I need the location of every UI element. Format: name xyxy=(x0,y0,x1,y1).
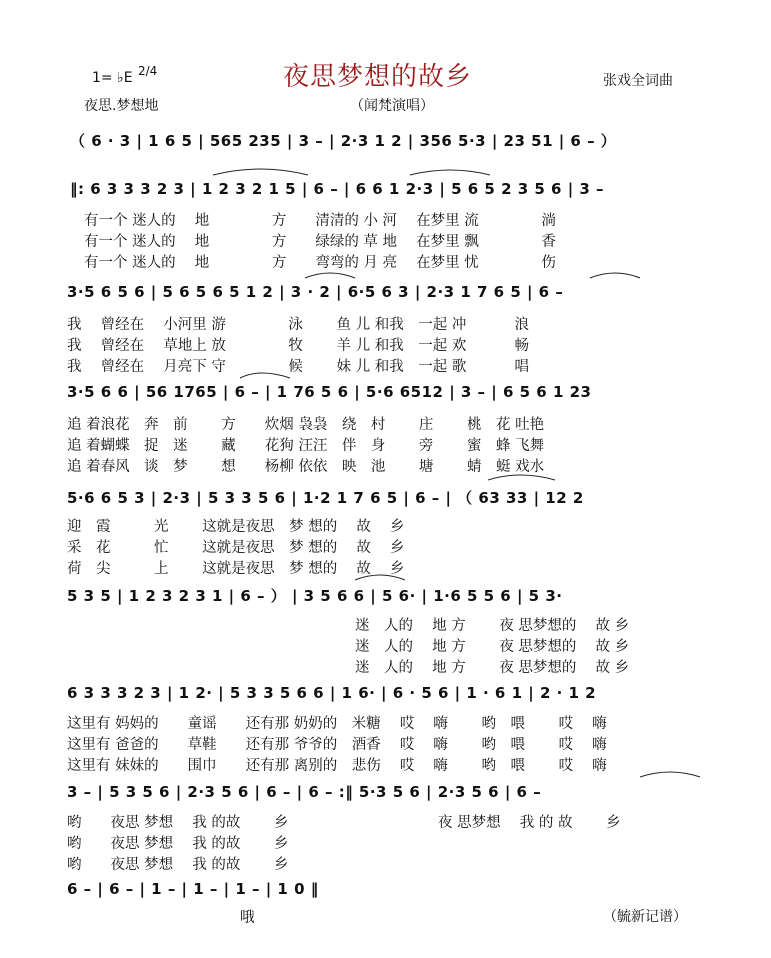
system-1-notes: ‖: 6 3 3 3 2 3 | 1 2 3 2 1 5 | 6 – | 6 6 1 2·3 | 5 6 5 2 3 5 6 | 3 – xyxy=(70,180,605,198)
slur-arc xyxy=(410,170,490,175)
system-6-lyric-1: 这里有 妈妈的 童谣 还有那 奶奶的 米糖 哎 嗨 哟 喂 哎 嗨 xyxy=(67,716,607,732)
system-1-lyric-3: 有一个 迷人的 地 方 弯弯的 月 亮 在梦里 忧 伤 xyxy=(84,255,556,271)
system-7-lyric-3: 哟 夜思 梦想 我 的故 乡 xyxy=(67,857,289,873)
system-6-lyric-2: 这里有 爸爸的 草鞋 还有那 爷爷的 酒香 哎 嗨 哟 喂 哎 嗨 xyxy=(67,737,607,753)
system-5-lyric-3: 迷 人的 地 方 夜 思梦想的 故 乡 xyxy=(355,660,630,676)
slur-arc xyxy=(590,273,640,278)
slur-arc xyxy=(640,772,700,777)
system-2-lyric-1: 我 曾经在 小河里 游 泳 鱼 儿 和我 一起 冲 浪 xyxy=(67,317,529,333)
system-8-notes: 6 – | 6 – | 1 – | 1 – | 1 – | 1 0 ‖ xyxy=(67,880,319,898)
system-4-lyric-1: 迎 霞 光 这就是夜思 梦 想的 故 乡 xyxy=(67,519,405,535)
tempo-note: 夜思.梦想地 xyxy=(84,98,159,114)
system-4-notes: 5·6 6 5 3 | 2·3 | 5 3 3 5 6 | 1·2 1 7 6 5 | 6 – | （ 63 33 | 12 2 xyxy=(67,489,584,507)
system-2-lyric-3: 我 曾经在 月亮下 守 候 妹 儿 和我 一起 歌 唱 xyxy=(67,359,529,375)
system-4-lyric-3: 荷 尖 上 这就是夜思 梦 想的 故 乡 xyxy=(67,561,405,577)
time-signature: 2/4 xyxy=(138,64,158,78)
system-2-lyric-2: 我 曾经在 草地上 放 牧 羊 儿 和我 一起 欢 畅 xyxy=(67,338,529,354)
author-credit: 张戏全词曲 xyxy=(603,73,673,89)
system-6-notes: 6 3 3 3 2 3 | 1 2· | 5 3 3 5 6 6 | 1 6· | 6 · 5 6 | 1 · 6 1 | 2 · 1 2 xyxy=(67,684,597,702)
song-title: 夜思梦想的故乡 xyxy=(283,62,473,92)
system-8-lyric-1: 哦 xyxy=(240,910,255,926)
system-3-notes: 3·5 6 6 | 56 1765 | 6 – | 1 76 5 6 | 5·6 6512 | 3 – | 6 5 6 1 23 xyxy=(67,383,592,401)
slur-arc xyxy=(355,575,405,580)
system-2-notes: 3·5 6 5 6 | 5 6 5 6 5 1 2 | 3 · 2 | 6·5 6 3 | 2·3 1 7 6 5 | 6 – xyxy=(67,283,564,301)
system-1-lyric-2: 有一个 迷人的 地 方 绿绿的 草 地 在梦里 飘 香 xyxy=(84,234,556,250)
system-5-lyric-2: 迷 人的 地 方 夜 思梦想的 故 乡 xyxy=(355,639,630,655)
slur-arc xyxy=(213,169,308,175)
system-3-lyric-2: 追 着蝴蝶 捉 迷 藏 花狗 汪汪 伴 身 旁 蜜 蜂 飞舞 xyxy=(67,438,545,454)
system-5-lyric-1: 迷 人的 地 方 夜 思梦想的 故 乡 xyxy=(355,618,630,634)
system-6-lyric-3: 这里有 妹妹的 围巾 还有那 离别的 悲伤 哎 嗨 哟 喂 哎 嗨 xyxy=(67,758,607,774)
system-7-notes: 3 – | 5 3 5 6 | 2·3 5 6 | 6 – | 6 – :‖ 5·3 5 6 | 2·3 5 6 | 6 – xyxy=(67,783,542,801)
singer-credit: （闻梵演唱） xyxy=(350,98,434,114)
system-0-notes: （ 6 · 3 | 1 6 5 | 565 235 | 3 – | 2·3 1 2 | 356 5·3 | 23 51 | 6 – ） xyxy=(70,132,617,150)
system-1-lyric-1: 有一个 迷人的 地 方 清清的 小 河 在梦里 流 淌 xyxy=(84,213,556,229)
slur-arc xyxy=(240,373,290,378)
slur-arc xyxy=(305,273,355,278)
slur-arc xyxy=(488,475,555,480)
transcriber-credit: （毓新记谱） xyxy=(603,909,687,925)
key-signature: 1= ♭E xyxy=(92,70,133,86)
system-4-lyric-2: 采 花 忙 这就是夜思 梦 想的 故 乡 xyxy=(67,540,405,556)
system-3-lyric-1: 追 着浪花 奔 前 方 炊烟 袅袅 绕 村 庄 桃 花 吐艳 xyxy=(67,417,545,433)
system-5-notes: 5 3 5 | 1 2 3 2 3 1 | 6 – ） | 3 5 6 6 | 5 6· | 1·6 5 5 6 | 5 3· xyxy=(67,587,563,605)
system-7-lyric-2: 哟 夜思 梦想 我 的故 乡 xyxy=(67,836,289,852)
system-3-lyric-3: 追 着春风 谈 梦 想 杨柳 依依 映 池 塘 蜻 蜓 戏水 xyxy=(67,459,545,475)
system-7-lyric-1: 哟 夜思 梦想 我 的故 乡 夜 思梦想 我 的 故 乡 xyxy=(67,815,621,831)
